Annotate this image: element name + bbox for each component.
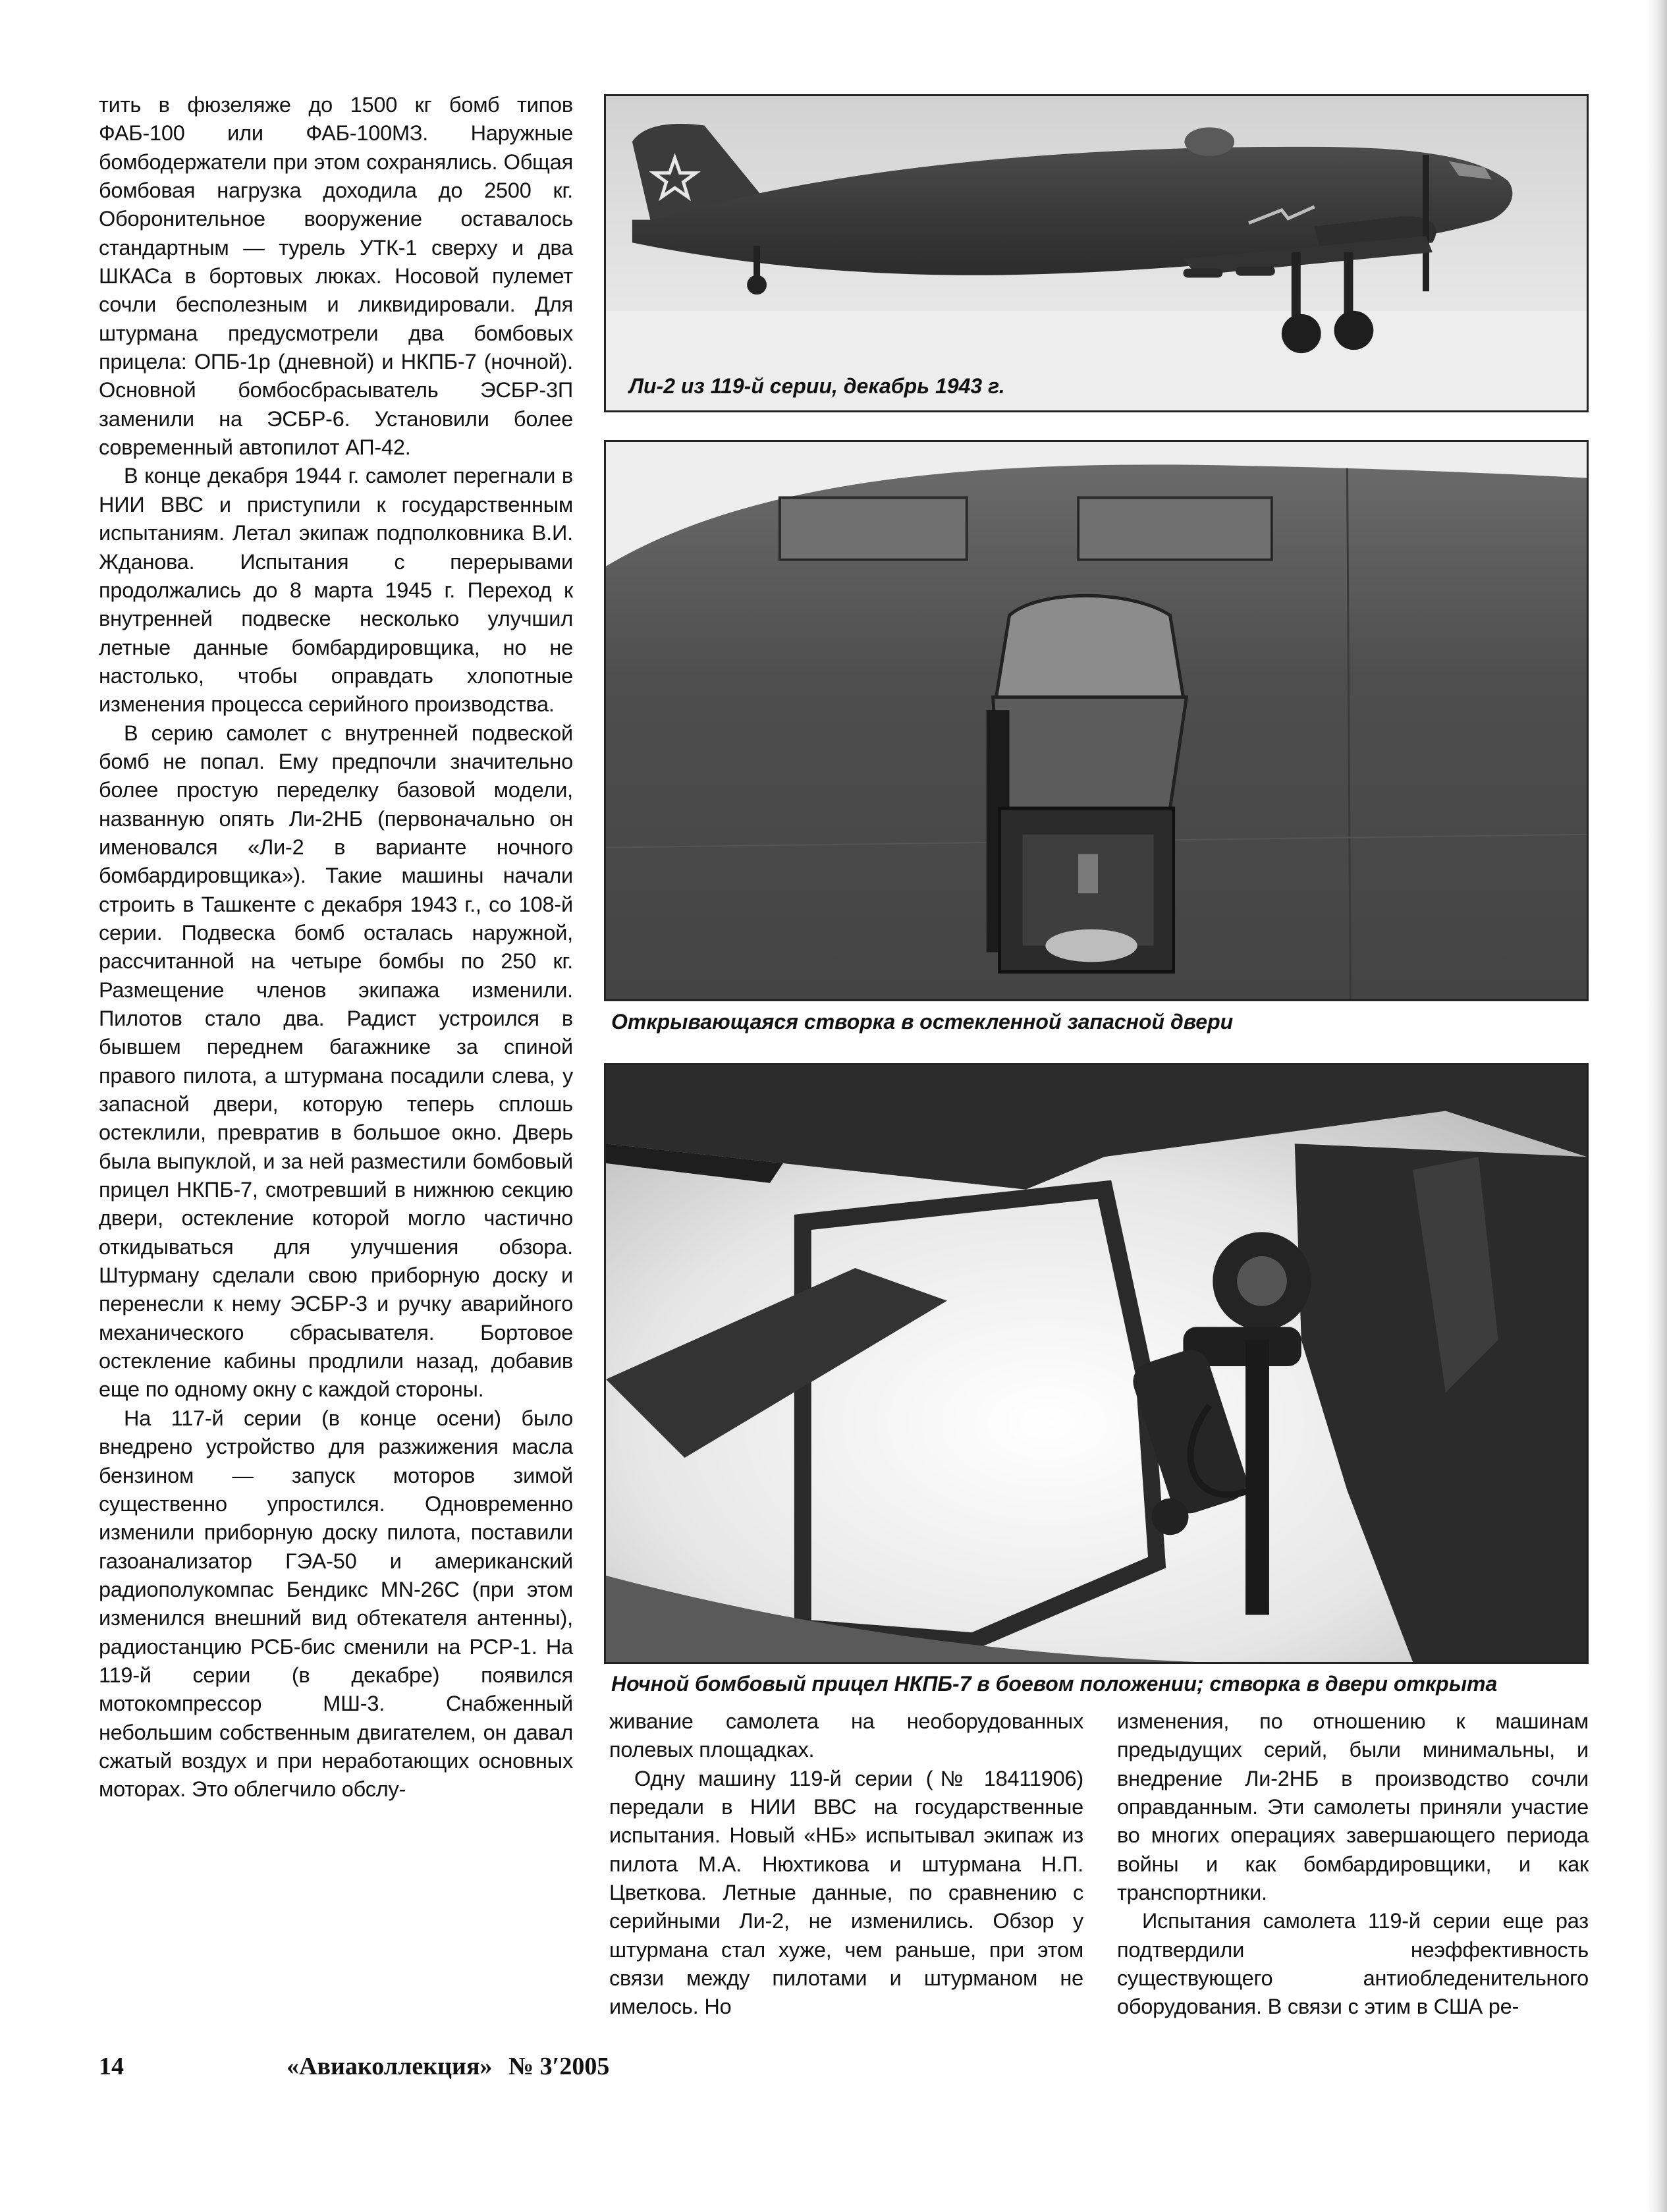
- magazine-title: «Авиаколлекция»: [287, 2053, 493, 2080]
- caption-photo2: Открывающаяся створка в остекленной запасной двери: [611, 1010, 1234, 1034]
- photo-bombsight-nkpb7: [604, 1063, 1589, 1664]
- paragraph: Одну машину 119-й серии (№ 18411906) передали в НИИ ВВС на государственные испытания. Новый «НБ» испытывал экипаж из пилота М.А. Нюхтикова и штурмана Н.П. Цветкова. Летные данные, по сравнению с серийными Ли-2, не изменились. Обзор у штурмана стал хуже, чем раньше, при этом связи между пилотами и штурманом не имелось. Но: [609, 1766, 1083, 2019]
- paragraph: изменения, по отношению к машинам предыдущих серий, были минимальны, и внедрение Ли-2НБ в производство сочли оправданным. Эти самолеты приняли участие во многих операциях завершающего периода войны и как бомбардировщики, и как транспортники.: [1117, 1709, 1589, 1905]
- caption-photo3: Ночной бомбовый прицел НКПБ-7 в боевом положении; створка в двери открыта: [611, 1672, 1498, 1696]
- paragraph: Испытания самолета 119-й серии еще раз подтвердили неэффективность существующего антиобледенительного оборудования. В связи с этим в США ре-: [1117, 1909, 1589, 2019]
- issue-number: № 3′2005: [508, 2053, 610, 2080]
- paragraph: живание самолета на необорудованных полевых площадках.: [609, 1709, 1083, 1762]
- photo-aircraft-li2: [604, 94, 1589, 412]
- text-column-left: [99, 91, 573, 1804]
- paragraph: тить в фюзеляже до 1500 кг бомб типов ФАБ-100 или ФАБ-100МЗ. Наружные бомбодержатели при этом сохранялись. Общая бомбовая нагрузка доходила до 2500 кг. Оборонительное вооружение оставалось стандартным — турель УТК-1 сверху и два ШКАСа в бортовых люках. Носовой пулемет сочли бесполезным и ликвидировали. Для штурмана предусмотрели два бомбовых прицела: ОПБ-1р (дневной) и НКПБ-7 (ночной). Основной бомбосбрасыватель ЭСБР-3П заменили на ЭСБР-6. Установили более современный автопилот АП-42.: [99, 93, 573, 460]
- page-number: 14: [99, 2053, 124, 2080]
- text-column-right: [1117, 1707, 1589, 2022]
- photo-glazed-door: [604, 440, 1589, 1001]
- paragraph: В конце декабря 1944 г. самолет перегнали в НИИ ВВС и приступили к государственным испытаниям. Летал экипаж подполковника В.И. Жданова. Испытания с перерывами продолжались до 8 марта 1945 г. Переход к внутренней подвеске несколько улучшил летные данные бомбардировщика, но не настолько, чтобы оправдать хлопотные изменения процесса серийного производства.: [99, 464, 573, 717]
- caption-photo1: Ли-2 из 119-й серии, декабрь 1943 г.: [629, 374, 1005, 398]
- text-column-middle: [609, 1707, 1083, 2022]
- paragraph: На 117-й серии (в конце осени) было внедрено устройство для разжижения масла бензином — запуск моторов зимой существенно упростился. Одновременно изменили приборную доску пилота, поставили газоанализатор ГЭА-50 и американский радиополукомпас Бендикс MN-26C (при этом изменился внешний вид обтекателя антенны), радиостанцию РСБ-бис сменили на РСР-1. На 119-й серии (в декабре) появился мотокомпрессор МШ-3. Снабженный небольшим собственным двигателем, он давал сжатый воздух и при неработающих основных моторах. Это облегчило обслу-: [99, 1406, 573, 1802]
- paragraph: В серию самолет с внутренней подвеской бомб не попал. Ему предпочли значительно более простую переделку базовой модели, названную опять Ли-2НБ (первоначально он именовался «Ли-2 в варианте ночного бомбардировщика»). Такие машины начали строить в Ташкенте с декабря 1943 г., со 108-й серии. Подвеска бомб осталась наружной, рассчитанной на четыре бомбы по 250 кг. Размещение членов экипажа изменили. Пилотов стало два. Радист устроился в бывшем переднем багажнике за спиной правого пилота, а штурмана посадили слева, у запасной двери, которую теперь сплошь остеклили, превратив в большое окно. Дверь была выпуклой, и за ней разместили бомбовый прицел НКПБ-7, смотревший в нижнюю секцию двери, остекление которой могло частично откидываться для улучшения обзора. Штурману сделали свою приборную доску и перенесли к нему ЭСБР-3 и ручку аварийного механического сбрасывателя. Бортовое остекление кабины продлили назад, добавив еще по одному окну с каждой стороны.: [99, 721, 573, 1402]
